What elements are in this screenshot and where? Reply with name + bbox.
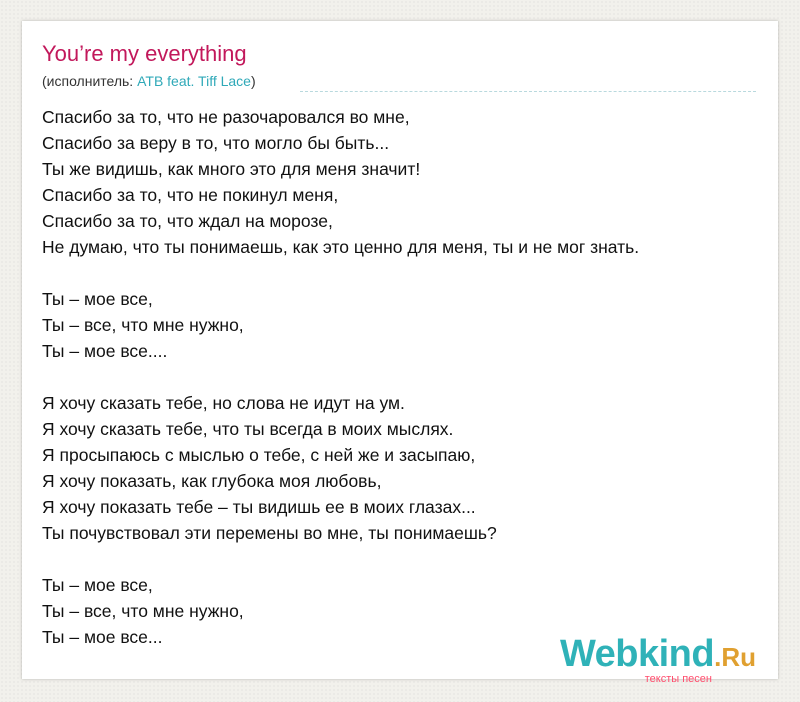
artist-prefix: (исполнитель: (42, 73, 138, 89)
lyrics-line: Ты – все, что мне нужно, (42, 315, 244, 335)
lyrics-line: Ты почувствовал эти перемены во мне, ты понимаешь? (42, 523, 497, 543)
artist-suffix: ) (250, 73, 256, 89)
logo-tld: .Ru (714, 642, 756, 672)
song-title: You’re my everything (42, 41, 247, 66)
webkind-logo[interactable] (556, 633, 756, 685)
lyrics-stanza (42, 286, 639, 364)
lyrics-line: Ты – мое все, (42, 575, 153, 595)
lyrics-line: Я хочу показать, как глубока моя любовь, (42, 471, 382, 491)
title-divider (300, 91, 756, 92)
lyrics-line: Ты же видишь, как много это для меня значит! (42, 159, 421, 179)
lyrics-line: Не думаю, что ты понимаешь, как это ценно для меня, ты и не мог знать. (42, 237, 640, 257)
lyrics-line: Спасибо за веру в то, что могло бы быть... (42, 133, 390, 153)
logo-tagline: тексты песен (644, 673, 712, 685)
lyrics-line: Спасибо за то, что ждал на морозе, (42, 211, 333, 231)
artist-line (42, 72, 756, 90)
lyrics-text (42, 104, 639, 650)
lyrics-stanza (42, 572, 639, 650)
lyrics-card (22, 21, 778, 685)
lyrics-line: Я хочу показать тебе – ты видишь ее в моих глазах... (42, 497, 476, 517)
lyrics-line: Ты – мое все... (42, 627, 163, 647)
lyrics-line: Я хочу сказать тебе, но слова не идут на ум. (42, 393, 405, 413)
lyrics-line: Ты – мое все, (42, 289, 153, 309)
lyrics-line: Спасибо за то, что не покинул меня, (42, 185, 339, 205)
logo-wordmark: Webkind (559, 633, 715, 675)
lyrics-line: Ты – все, что мне нужно, (42, 601, 244, 621)
lyrics-stanza (42, 104, 639, 260)
lyrics-line: Я хочу сказать тебе, что ты всегда в моих мыслях. (42, 419, 454, 439)
artist-link[interactable]: ATB feat. Tiff Lace (137, 73, 251, 89)
lyrics-line: Ты – мое все.... (42, 341, 168, 361)
lyrics-stanza (42, 390, 639, 546)
lyrics-line: Спасибо за то, что не разочаровался во мне, (42, 107, 410, 127)
lyrics-line: Я просыпаюсь с мыслью о тебе, с ней же и засыпаю, (42, 445, 476, 465)
